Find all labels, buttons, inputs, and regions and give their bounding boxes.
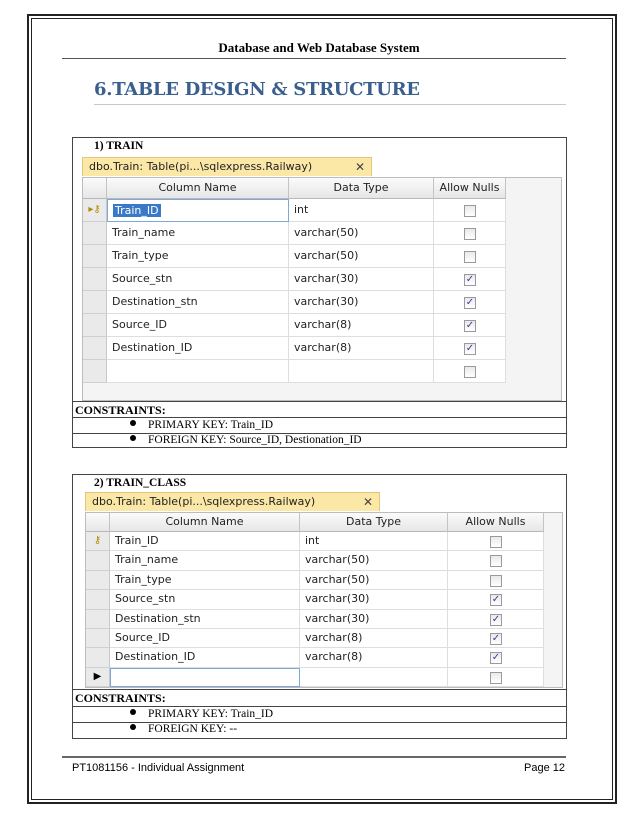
allow-nulls-checkbox[interactable] — [490, 536, 502, 548]
row-selector[interactable] — [86, 629, 110, 648]
tab-title: dbo.Train: Table(pi...\sqlexpress.Railway) — [89, 160, 313, 173]
column-name-cell[interactable] — [107, 360, 289, 383]
allow-nulls-checkbox[interactable] — [464, 205, 476, 217]
data-type-cell[interactable]: varchar(50) — [300, 571, 448, 590]
allow-nulls-cell — [434, 337, 506, 360]
column-name-cell[interactable]: Train_name — [110, 551, 300, 570]
allow-nulls-checkbox[interactable]: ✓ — [465, 343, 475, 354]
allow-nulls-cell — [448, 571, 544, 590]
column-header[interactable]: Column Name — [110, 513, 300, 532]
train-designer-tab[interactable] — [82, 157, 372, 176]
header-rule — [62, 58, 566, 59]
row-selector[interactable] — [83, 199, 107, 222]
allow-nulls-cell — [434, 268, 506, 291]
data-type-cell[interactable]: varchar(30) — [289, 268, 434, 291]
allow-nulls-checkbox[interactable]: ✓ — [491, 652, 501, 664]
row-selector[interactable] — [86, 668, 110, 687]
document-header-title: Database and Web Database System — [218, 40, 420, 55]
allow-nulls-checkbox[interactable] — [464, 228, 476, 240]
column-name-cell[interactable]: Train_name — [107, 222, 289, 245]
column-name-cell[interactable] — [110, 668, 300, 687]
column-name-cell[interactable]: Train_type — [107, 245, 289, 268]
row-selector[interactable] — [86, 648, 110, 667]
grid-corner — [83, 178, 107, 199]
row-pointer-icon: ▶ — [93, 670, 102, 682]
constraint-item: FOREIGN KEY: Source_ID, Destionation_ID — [130, 434, 362, 446]
allow-nulls-cell — [448, 551, 544, 570]
constraint-item: PRIMARY KEY: Train_ID — [130, 708, 273, 720]
row-selector[interactable] — [83, 222, 107, 245]
column-name-cell[interactable]: Train_ID — [110, 532, 300, 551]
allow-nulls-cell — [434, 314, 506, 337]
constraint-item: PRIMARY KEY: Train_ID — [130, 419, 273, 431]
bullet-icon — [130, 435, 136, 441]
data-type-cell[interactable]: varchar(8) — [289, 314, 434, 337]
close-icon[interactable]: ✕ — [362, 495, 373, 509]
row-selector[interactable] — [86, 571, 110, 590]
train-class-table-designer — [85, 512, 563, 688]
allow-nulls-checkbox[interactable]: ✓ — [465, 297, 475, 308]
data-type-cell[interactable] — [289, 360, 434, 383]
row-selector[interactable] — [83, 360, 107, 383]
selected-text: Train_ID — [115, 204, 159, 217]
data-type-cell[interactable]: varchar(8) — [300, 629, 448, 648]
row-selector[interactable] — [83, 245, 107, 268]
key-icon: ⚷ — [93, 535, 102, 546]
data-type-cell[interactable]: varchar(50) — [300, 551, 448, 570]
train-class-section-label: 2) TRAIN_CLASS — [94, 477, 187, 489]
column-name-cell[interactable] — [107, 199, 289, 222]
footer-assignment: PT1081156 - Individual Assignment — [72, 762, 245, 774]
data-type-cell[interactable]: varchar(30) — [289, 291, 434, 314]
train-table-designer — [82, 177, 562, 401]
allow-nulls-checkbox[interactable] — [490, 575, 502, 587]
data-type-cell[interactable]: varchar(50) — [289, 222, 434, 245]
allow-nulls-checkbox[interactable] — [464, 366, 476, 378]
section-heading: 6.TABLE DESIGN & STRUCTURE — [94, 79, 420, 100]
train-constraints-title: CONSTRAINTS: — [75, 403, 166, 417]
column-name-cell[interactable]: Source_stn — [107, 268, 289, 291]
column-header[interactable]: Column Name — [107, 178, 289, 199]
row-selector[interactable] — [83, 291, 107, 314]
column-name-cell[interactable]: Destination_ID — [107, 337, 289, 360]
data-type-cell[interactable]: int — [289, 199, 434, 222]
bullet-icon — [130, 420, 136, 426]
allow-nulls-checkbox[interactable]: ✓ — [491, 633, 501, 644]
data-type-cell[interactable] — [300, 668, 448, 687]
heading-rule — [94, 104, 566, 105]
allow-nulls-cell — [434, 245, 506, 268]
column-name-cell[interactable]: Destination_stn — [107, 291, 289, 314]
data-type-cell[interactable]: varchar(30) — [300, 610, 448, 629]
column-name-cell[interactable]: Destination_stn — [110, 610, 300, 629]
allow-nulls-cell — [448, 629, 544, 648]
allow-nulls-checkbox[interactable] — [490, 672, 502, 684]
allow-nulls-checkbox[interactable] — [490, 555, 502, 567]
row-selector[interactable] — [86, 590, 110, 609]
allow-nulls-cell — [434, 291, 506, 314]
allow-nulls-checkbox[interactable]: ✓ — [491, 594, 501, 606]
train-class-designer-tab[interactable] — [85, 492, 380, 511]
row-selector[interactable] — [86, 532, 110, 551]
allow-nulls-checkbox[interactable]: ✓ — [465, 320, 475, 331]
row-selector[interactable] — [83, 337, 107, 360]
row-selector[interactable] — [86, 551, 110, 570]
footer-rule — [62, 756, 566, 758]
column-header[interactable]: Data Type — [289, 178, 434, 199]
allow-nulls-cell — [434, 360, 506, 383]
allow-nulls-cell — [448, 532, 544, 551]
bullet-icon — [130, 709, 136, 715]
column-name-cell[interactable]: Source_ID — [110, 629, 300, 648]
column-header[interactable]: Allow Nulls — [434, 178, 506, 199]
column-header[interactable]: Data Type — [300, 513, 448, 532]
row-selector[interactable] — [83, 268, 107, 291]
allow-nulls-cell — [448, 668, 544, 687]
constraints-rule — [72, 689, 567, 690]
allow-nulls-checkbox[interactable] — [464, 251, 476, 263]
constraints-rule — [72, 417, 567, 418]
column-name-cell[interactable]: Source_stn — [110, 590, 300, 609]
bullet-icon — [130, 724, 136, 730]
constraints-rule — [72, 401, 567, 402]
column-name-cell[interactable]: Source_ID — [107, 314, 289, 337]
data-type-cell[interactable]: varchar(50) — [289, 245, 434, 268]
column-name-cell[interactable]: Train_type — [110, 571, 300, 590]
footer-page-number: Page 12 — [524, 762, 565, 774]
column-header[interactable]: Allow Nulls — [448, 513, 544, 532]
allow-nulls-checkbox[interactable]: ✓ — [491, 613, 501, 625]
tab-title: dbo.Train: Table(pi...\sqlexpress.Railway) — [92, 495, 316, 508]
column-name-cell[interactable]: Destination_ID — [110, 648, 300, 667]
grid-corner — [86, 513, 110, 532]
data-type-cell[interactable]: varchar(30) — [300, 590, 448, 609]
data-type-cell[interactable]: varchar(8) — [289, 337, 434, 360]
row-selector[interactable] — [83, 314, 107, 337]
allow-nulls-cell — [434, 199, 506, 222]
allow-nulls-checkbox[interactable]: ✓ — [465, 274, 475, 285]
constraint-item: FOREIGN KEY: -- — [130, 723, 237, 735]
row-pointer-key-icon: ▸⚷ — [88, 204, 101, 215]
allow-nulls-cell — [448, 610, 544, 629]
row-selector[interactable] — [86, 610, 110, 629]
allow-nulls-cell — [434, 222, 506, 245]
data-type-cell[interactable]: int — [300, 532, 448, 551]
train-class-constraints-title: CONSTRAINTS: — [75, 691, 166, 705]
allow-nulls-cell — [448, 648, 544, 667]
data-type-cell[interactable]: varchar(8) — [300, 648, 448, 667]
constraints-rule — [72, 706, 567, 707]
allow-nulls-cell — [448, 590, 544, 609]
train-section-label: 1) TRAIN — [94, 140, 144, 152]
close-icon[interactable]: ✕ — [354, 160, 365, 174]
